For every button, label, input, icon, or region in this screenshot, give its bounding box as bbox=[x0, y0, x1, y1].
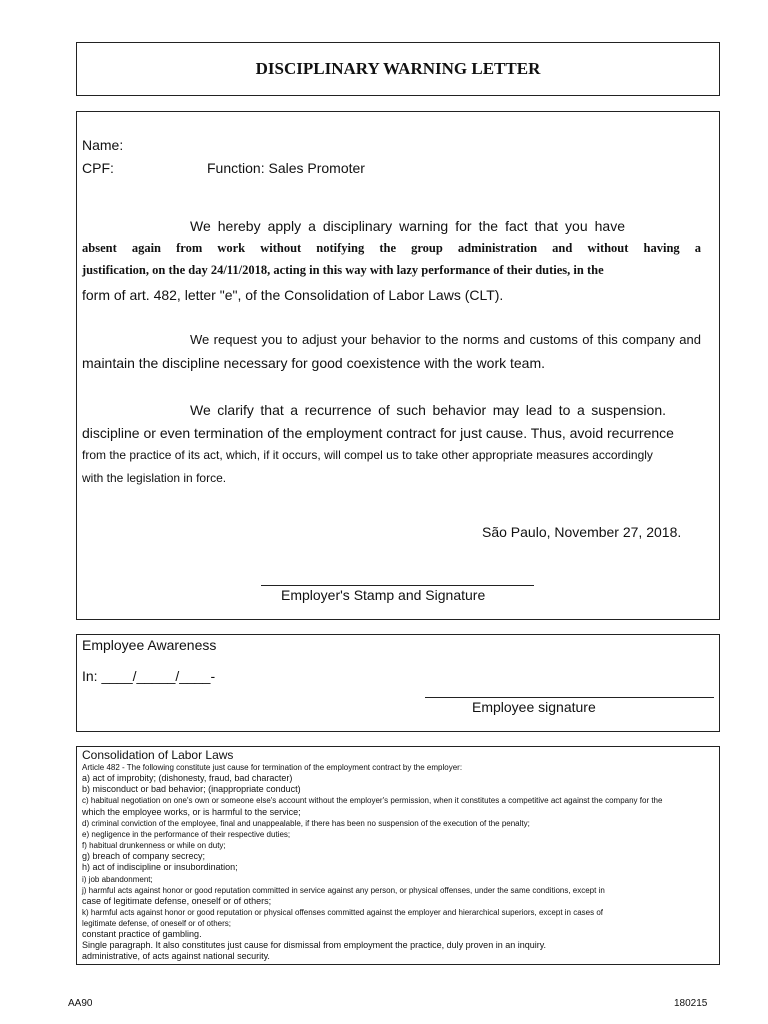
title-box bbox=[76, 42, 720, 96]
clt-line: which the employee works, or is harmful to the service; bbox=[82, 807, 301, 817]
paragraph-3-line-2: discipline or even termination of the employment contract for just cause. Thus, avoid recurrence bbox=[82, 425, 674, 441]
clt-line: a) act of improbity; (dishonesty, fraud, bad character) bbox=[82, 773, 293, 783]
employer-signature-line bbox=[261, 585, 534, 586]
clt-title: Consolidation of Labor Laws bbox=[82, 748, 234, 762]
clt-line: h) act of indiscipline or insubordination; bbox=[82, 862, 238, 872]
paragraph-1-line-2: absent again from work without notifying the group administration and without having a bbox=[82, 241, 701, 255]
clt-line: Article 482 - The following constitute just cause for termination of the employment contract by the employer: bbox=[82, 763, 463, 772]
clt-line: j) harmful acts against honor or good reputation committed in service against any person, or physical offenses, under the same conditions, except in bbox=[82, 886, 605, 895]
clt-line: Single paragraph. It also constitutes just cause for dismissal from employment the practice, duly proven in an inquiry. bbox=[82, 940, 547, 950]
employer-signature-label: Employer's Stamp and Signature bbox=[281, 587, 486, 603]
clt-line: case of legitimate defense, oneself or of others; bbox=[82, 896, 272, 906]
clt-line: administrative, of acts against national security. bbox=[82, 951, 270, 961]
paragraph-3-line-3: from the practice of its act, which, if it occurs, will compel us to take other appropriate measures accordingly bbox=[82, 448, 653, 462]
clt-line: e) negligence in the performance of their respective duties; bbox=[82, 830, 291, 839]
clt-line: f) habitual drunkenness or while on duty; bbox=[82, 841, 226, 850]
clt-line: k) harmful acts against honor or good reputation or physical offenses committed against the employer and hierarchical superiors, except in cases of bbox=[82, 908, 604, 917]
paragraph-2-line-1: We request you to adjust your behavior to the norms and customs of this company and bbox=[190, 332, 701, 347]
employee-signature-label: Employee signature bbox=[472, 699, 596, 715]
clt-line: c) habitual negotiation on one's own or someone else's account without the employer's permission, when it constitutes a competitive act against the company for the bbox=[82, 796, 663, 805]
awareness-title: Employee Awareness bbox=[82, 637, 217, 653]
function-text: Function: Sales Promoter bbox=[207, 160, 365, 176]
name-label: Name: bbox=[82, 137, 124, 153]
letter-box bbox=[76, 111, 720, 620]
clt-line: d) criminal conviction of the employee, final and unappealable, if there has been no suspension of the execution of the penalty; bbox=[82, 819, 530, 828]
clt-line: b) misconduct or bad behavior; (inappropriate conduct) bbox=[82, 784, 301, 794]
paragraph-1-line-1: We hereby apply a disciplinary warning for the fact that you have bbox=[190, 218, 625, 234]
paragraph-3-line-1: We clarify that a recurrence of such behavior may lead to a suspension. bbox=[190, 402, 666, 418]
clt-line: constant practice of gambling. bbox=[82, 929, 202, 939]
paragraph-3-line-4: with the legislation in force. bbox=[82, 471, 227, 485]
clt-box bbox=[76, 746, 720, 965]
place-and-date: São Paulo, November 27, 2018. bbox=[482, 524, 682, 540]
paragraph-1-line-4: form of art. 482, letter "e", of the Consolidation of Labor Laws (CLT). bbox=[82, 287, 504, 303]
clt-line: g) breach of company secrecy; bbox=[82, 851, 206, 861]
awareness-date-field: In: ____/_____/____- bbox=[82, 668, 216, 684]
employee-awareness-box bbox=[76, 634, 720, 732]
employee-signature-line bbox=[425, 697, 714, 698]
clt-line: legitimate defense, of oneself or of others; bbox=[82, 919, 231, 928]
cpf-label: CPF: bbox=[82, 160, 114, 176]
paragraph-1-line-3: justification, on the day 24/11/2018, acting in this way with lazy performance of their duties, in the bbox=[82, 263, 604, 277]
paragraph-2-line-2: maintain the discipline necessary for good coexistence with the work team. bbox=[82, 355, 546, 371]
footer-left-code: AA90 bbox=[68, 998, 93, 1009]
clt-line: i) job abandonment; bbox=[82, 875, 153, 884]
footer-right-code: 180215 bbox=[674, 998, 708, 1009]
document-title: DISCIPLINARY WARNING LETTER bbox=[255, 59, 541, 78]
